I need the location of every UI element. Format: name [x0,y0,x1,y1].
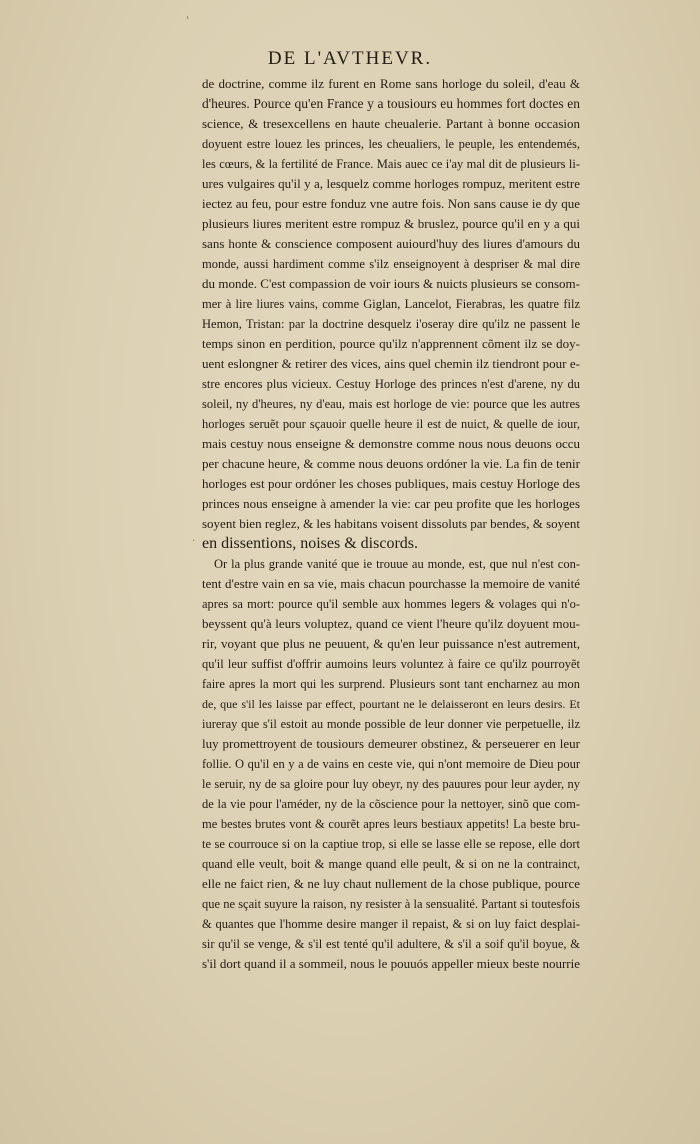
text-line: te se courrouce si on la captiue trop, si elle se lasse elle se repose, elle dort [202,837,580,851]
text-line: du monde. C'est compassion de voir iours & nuicts plusieurs se consom- [202,276,580,291]
text-line: apres sa mort: pource qu'il semble aux hommes legers & volages qui n'o- [202,597,580,611]
running-head: DE L'AVTHEVR. [267,48,433,69]
text-line: princes nous enseigne à amender la vie: car peu profite que les horloges [202,496,580,511]
text-line: beyssent qu'à leurs voluptez, quand ce vient l'heure qu'ilz doyuent mou- [202,616,580,631]
text-line: faire apres la mort qui les surprend. Plusieurs sont tant encharnez au mon [202,677,580,691]
text-line: iectez au feu, pour estre fonduz vne autre fois. Non sans cause ie dy que [202,196,580,211]
text-line: uent eslongner & retirer des vices, ains quel chemin ilz tiendront pour e- [202,356,580,371]
text-line: qu'il leur suffist d'offrir aumoins leurs voluntez à faire ce qu'ilz pourroyẽt [202,657,580,671]
text-line: per chacune heure, & comme nous deuons ordóner la vie. La fin de tenir [202,456,580,471]
margin-mark: . [192,531,196,544]
text-line: me bestes brutes vont & courẽt apres leurs bestiaux appetits! La beste bru- [202,817,580,831]
text-line: horloges seruẽt pour sçauoir quelle heure il est de nuict, & quelle de iour, [202,417,580,431]
text-line: de, que s'il les laisse par effect, pourtant ne le delaisseront en leurs desirs. Et [202,697,580,711]
paragraph-start-line: Or la plus grande vanité que ie trouue au monde, est, que nul n'est con- [214,557,580,571]
text-line: sans honte & conscience composent auiourd'huy des liures d'amours du [202,236,580,251]
text-line: le seruir, ny de sa gloire pour luy obeyr, ny des pauures pour leur ayder, ny [202,777,580,791]
text-line: s'il dort quand il a sommeil, nous le pouuós appeller mieux beste nourrie [202,956,580,971]
text-line: de la vie pour l'améder, ny de la cõscience pour la nettoyer, sinõ que com- [202,797,580,811]
text-line: quand elle veult, boit & mange quand elle peult, & si on ne la contrainct, [202,857,580,871]
text-line: les cœurs, & la fertilité de France. Mais auec ce i'ay mal dit de plusieurs li- [202,157,580,171]
text-line: que ne sçait suyure la raison, ny resister à la sensualité. Partant si toutesfois [202,897,580,911]
text-line: soyent bien reglez, & les habitans voisent dissoluts par bendes, & soyent [202,516,581,531]
text-line: elle ne faict rien, & ne luy chaut nullement de la chose publique, pource [202,876,580,891]
text-line: stre encores plus vicieux. Cestuy Horloge des princes n'est d'arene, ny du [202,377,580,391]
text-line: mais cestuy nous enseigne & demonstre comme nous nous deuons occu [202,436,580,451]
text-line: de doctrine, comme ilz furent en Rome sans horloge du soleil, d'eau & [202,76,580,91]
text-line: temps sinon en perdition, pource qu'ilz n'apprennent cõment ilz se doy- [202,336,580,351]
text-line: & quantes que l'homme desire manger il repaist, & si on luy faict desplai- [202,917,580,931]
text-line: d'heures. Pource qu'en France y a tousiours eu hommes fort doctes en [202,96,580,111]
text-line: sir qu'il se venge, & s'il est tenté qu'il adultere, & s'il a soif qu'il boyue, & [202,937,580,951]
text-line: ures vulgaires qu'il y a, lesquelz comme horloges rompuz, meritent estre [202,176,580,191]
text-line: luy promettroyent de tousiours demeurer obstinez, & perseuerer en leur [202,736,580,751]
text-line: horloges est pour ordóner les choses publiques, mais cestuy Horloge des [202,476,580,491]
text-line: science, & tresexcellens en haute cheualerie. Partant à bonne occasion [202,116,580,131]
text-line: mer à lire liures vains, comme Giglan, Lancelot, Fierabras, les quatre filz [202,297,580,311]
text-line: rir, voyant que plus ne peuuent, & qu'en leur puissance n'est autrement, [202,636,580,651]
text-line: en dissentions, noises & discords. [202,535,418,552]
text-line: iureray que s'il estoit au monde possible de leur donner vie perpetuelle, ilz [202,717,580,731]
text-line: plusieurs liures meritent estre rompuz & bruslez, pource qu'il en y a qui [202,216,580,231]
text-line: monde, aussi hardiment comme s'ilz enseignoyent à despriser & mal dire [202,257,580,271]
text-line: doyuent estre louez les princes, les cheualiers, le peuple, les entendemés, [202,137,580,151]
body-text [202,74,580,974]
text-line: Hemon, Tristan: par la doctrine desquelz i'oseray dire qu'ilz ne passent le [202,317,580,331]
text-line: soleil, ny d'heures, ny d'eau, mais est horloge de vie: pource que les autres [202,397,580,411]
text-line: tent d'estre vain en sa vie, mais chacun pourchasse la memoire de vanité [202,576,580,591]
top-mark: ' [186,14,190,27]
text-line: follie. O qu'il en y a de vains en ceste vie, qui n'ont memoire de Dieu pour [202,757,580,771]
